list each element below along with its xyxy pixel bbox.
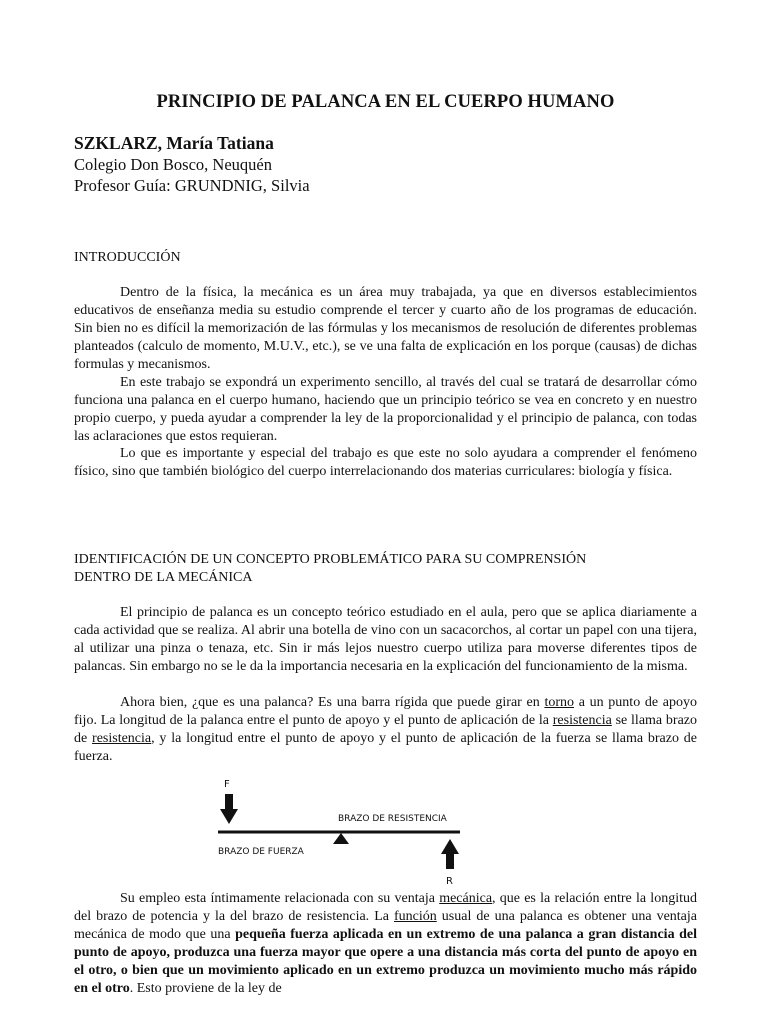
force-arm-label: BRAZO DE FUERZA: [218, 847, 304, 857]
document-title: PRINCIPIO DE PALANCA EN EL CUERPO HUMANO: [156, 92, 615, 112]
resistance-label: R: [446, 876, 453, 887]
paragraph-text: a un punto de apoyo fijo. La longitud de la palanca entre el punto de apoyo y el punto de aplicación de la: [74, 695, 698, 728]
paragraph-text: . Esto proviene de la ley de: [129, 981, 282, 996]
section2-heading: [74, 551, 697, 587]
force-arrow-icon: [220, 794, 238, 824]
intro-paragraph-3: Lo que es importante y especial del trabajo es que este no solo ayudara a comprender el fenómeno físico, sino que también biológico del cuerpo interrelacionando dos materias curriculares: biología y física.: [74, 446, 697, 479]
paragraph-text: usual de una palanca es obtener una ventaja mecánica de modo que una: [74, 909, 697, 942]
link-resistencia-2[interactable]: resistencia: [92, 731, 152, 746]
section2-heading-line-2: DENTRO DE LA MECÁNICA: [74, 570, 253, 585]
bold-text: pequeña fuerza aplicada en un extremo de una palanca a gran distancia del punto de apoyo, produzca una fuerza mayor que opere a una distancia más corta del punto de apoyo en el otro, o bien que un movimiento aplicado en un extremo produzca un movimiento mucho más rápido en el otro: [74, 927, 698, 996]
section2-paragraph-1: El principio de palanca es un concepto teórico estudiado en el aula, pero que se aplica diariamente a cada actividad que se realiza. Al abrir una botella de vino con un sacacorchos, al cortar un papel con una tijera, al utilizar una pinza o tenaza, etc. Sin ir más lejos nuestro cuerpo utiliza para moverse diferentes tipos de palancas. Sin embargo no se le da la importancia necesaria en la explicación del funcionamiento de la misma.: [74, 605, 697, 674]
lever-diagram: [210, 776, 472, 888]
paragraph-text: , que es la relación entre la longitud del brazo de potencia y la del brazo de resistencia. La: [74, 891, 697, 924]
force-label: F: [224, 779, 230, 790]
intro-paragraph-2: En este trabajo se expondrá un experimento sencillo, al través del cual se tratará de desarrollar cómo funciona una palanca en el cuerpo humano, haciendo que un principio teórico se vea en concreto y en nuestro propio cuerpo, y pueda ayudar a comprender la ley de la proporcionalidad y el principio de palanca, con todas las aclaraciones que estos requieran.: [74, 375, 697, 444]
resistance-arm-label: BRAZO DE RESISTENCIA: [338, 814, 447, 824]
school-name: Colegio Don Bosco, Neuquén: [74, 155, 272, 174]
link-mecanica[interactable]: mecánica: [439, 891, 493, 906]
section2-paragraph-3: [74, 890, 697, 998]
link-funcion[interactable]: función: [394, 909, 437, 924]
section2-paragraph-2: [74, 694, 697, 766]
intro-heading: INTRODUCCIÓN: [74, 250, 181, 265]
paragraph-text: se llama brazo de: [74, 713, 698, 746]
resistance-arrow-icon: [441, 839, 459, 869]
intro-paragraph-1: Dentro de la física, la mecánica es un área muy trabajada, ya que en diversos establecimientos educativos de enseñanza media su estudio comprende el tercer y cuarto año de los programas de educación. Sin bien no es difícil la memorización de las fórmulas y los mecanismos de resolución de diferentes problemas planteados (calculo de momento, M.U.V., etc.), se ve una falta de explicación en los porque (causas) de dichas formulas y mecanismos.: [74, 285, 697, 372]
section2-heading-line-1: IDENTIFICACIÓN DE UN CONCEPTO PROBLEMÁTICO PARA SU COMPRENSIÓN: [74, 552, 587, 567]
fulcrum-icon: [333, 833, 349, 844]
link-torno[interactable]: torno: [544, 695, 575, 710]
paragraph-text: Ahora bien, ¿que es una palanca? Es una barra rígida que puede girar en: [120, 695, 545, 710]
teacher-name: Profesor Guía: GRUNDNIG, Silvia: [74, 176, 310, 195]
paragraph-text: Su empleo esta íntimamente relacionada con su ventaja: [120, 891, 440, 906]
paragraph-text: , y la longitud entre el punto de apoyo y el punto de aplicación de la fuerza se llama brazo de fuerza.: [74, 731, 698, 764]
author-name: SZKLARZ, María Tatiana: [74, 133, 274, 153]
link-resistencia-1[interactable]: resistencia: [552, 713, 612, 728]
